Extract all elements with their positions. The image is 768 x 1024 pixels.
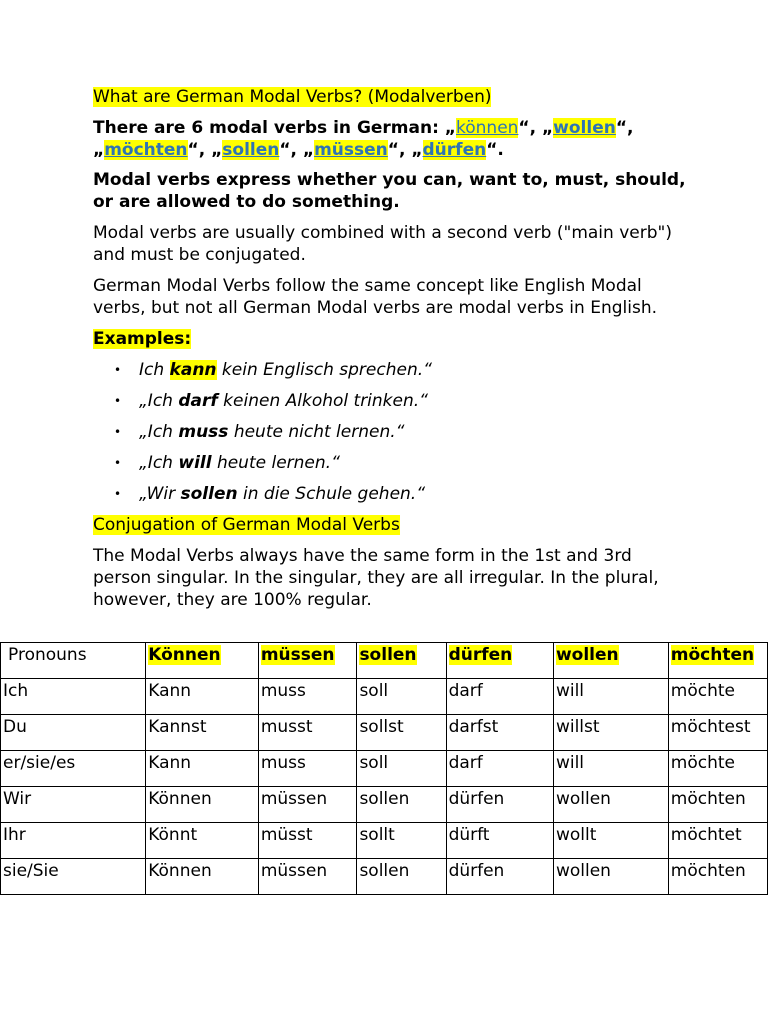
table-row	[1, 751, 768, 787]
list-item: • „Ich will heute lernen.“	[114, 453, 340, 473]
table-cell: möchtest	[668, 715, 767, 751]
document-body	[93, 86, 693, 611]
link-duerfen[interactable]: dürfen	[422, 140, 487, 160]
table-cell: sollen	[357, 859, 446, 895]
table-cell: Ihr	[1, 823, 146, 859]
table-row	[1, 787, 768, 823]
link-wollen[interactable]: wollen	[553, 118, 616, 138]
table-cell: möchten	[668, 787, 767, 823]
table-cell: willst	[553, 715, 668, 751]
table-cell: möchte	[668, 751, 767, 787]
table-cell: soll	[357, 679, 446, 715]
table-cell: möchte	[668, 679, 767, 715]
combined-paragraph: Modal verbs are usually combined with a second verb ("main verb") and must be conjugated.	[93, 223, 672, 265]
table-cell: dürfen	[446, 787, 553, 823]
table-cell: darf	[446, 751, 553, 787]
table-cell: müsst	[258, 823, 357, 859]
table-cell: Können	[146, 787, 259, 823]
table-cell: darf	[446, 679, 553, 715]
list-item: • „Ich darf keinen Alkohol trinken.“	[114, 391, 428, 411]
table-cell: Du	[1, 715, 146, 751]
table-cell: sie/Sie	[1, 859, 146, 895]
table-cell: wollt	[553, 823, 668, 859]
table-cell: Kannst	[146, 715, 259, 751]
header-cell: sollen	[357, 643, 446, 679]
table-cell: wollen	[553, 859, 668, 895]
table-cell: will	[553, 679, 668, 715]
table-cell: möchten	[668, 859, 767, 895]
header-cell: Können	[146, 643, 259, 679]
table-cell: will	[553, 751, 668, 787]
header-cell: müssen	[258, 643, 357, 679]
header-cell: möchten	[668, 643, 767, 679]
bullet-icon: •	[114, 425, 122, 439]
table-row	[1, 823, 768, 859]
bullet-icon: •	[114, 487, 122, 501]
list-item: • „Wir sollen in die Schule gehen.“	[114, 484, 426, 504]
list-item: • „Ich muss heute nicht lernen.“	[114, 422, 405, 442]
table-cell: darfst	[446, 715, 553, 751]
table-cell: dürft	[446, 823, 553, 859]
conjugation-heading: Conjugation of German Modal Verbs	[93, 515, 400, 535]
table-cell: soll	[357, 751, 446, 787]
table-cell: wollen	[553, 787, 668, 823]
header-cell: wollen	[553, 643, 668, 679]
examples-list	[93, 359, 693, 514]
table-cell: möchtet	[668, 823, 767, 859]
express-paragraph: Modal verbs express whether you can, want to, must, should, or are allowed to do something.	[93, 170, 686, 212]
list-item: • Ich kann kein Englisch sprechen.“	[114, 360, 432, 380]
link-koennen[interactable]: können	[456, 118, 519, 138]
intro-paragraph: There are 6 modal verbs in German: „können“, „wollen“, „möchten“, „sollen“, „müssen“, „dürfen“.	[93, 118, 634, 160]
table-cell: muss	[258, 679, 357, 715]
bullet-icon: •	[114, 363, 122, 377]
concept-paragraph: German Modal Verbs follow the same concept like English Modal verbs, but not all German Modal verbs are modal verbs in English.	[93, 276, 657, 318]
table-row	[1, 859, 768, 895]
table-cell: sollst	[357, 715, 446, 751]
page-title: What are German Modal Verbs? (Modalverben)	[93, 87, 492, 107]
table-cell: Wir	[1, 787, 146, 823]
table-cell: Kann	[146, 751, 259, 787]
bullet-icon: •	[114, 394, 122, 408]
link-moechten[interactable]: möchten	[104, 140, 188, 160]
table-row	[1, 679, 768, 715]
table-cell: sollt	[357, 823, 446, 859]
table-header-row	[1, 643, 768, 679]
table-cell: dürfen	[446, 859, 553, 895]
conjugation-table	[0, 642, 768, 895]
header-cell: dürfen	[446, 643, 553, 679]
table-cell: müssen	[258, 787, 357, 823]
link-sollen[interactable]: sollen	[222, 140, 280, 160]
examples-heading: Examples:	[93, 329, 192, 349]
bullet-icon: •	[114, 456, 122, 470]
table-cell: Kann	[146, 679, 259, 715]
table-cell: sollen	[357, 787, 446, 823]
table-cell: Könnt	[146, 823, 259, 859]
table-cell: Ich	[1, 679, 146, 715]
link-muessen[interactable]: müssen	[314, 140, 388, 160]
table-cell: musst	[258, 715, 357, 751]
conjugation-paragraph: The Modal Verbs always have the same form in the 1st and 3rd person singular. In the singular, they are all irregular. In the plural, however, they are 100% regular.	[93, 546, 659, 610]
table-cell: Können	[146, 859, 259, 895]
header-cell-pronouns: Pronouns	[1, 643, 146, 679]
table-cell: muss	[258, 751, 357, 787]
table-row	[1, 715, 768, 751]
table-cell: müssen	[258, 859, 357, 895]
table-cell: er/sie/es	[1, 751, 146, 787]
